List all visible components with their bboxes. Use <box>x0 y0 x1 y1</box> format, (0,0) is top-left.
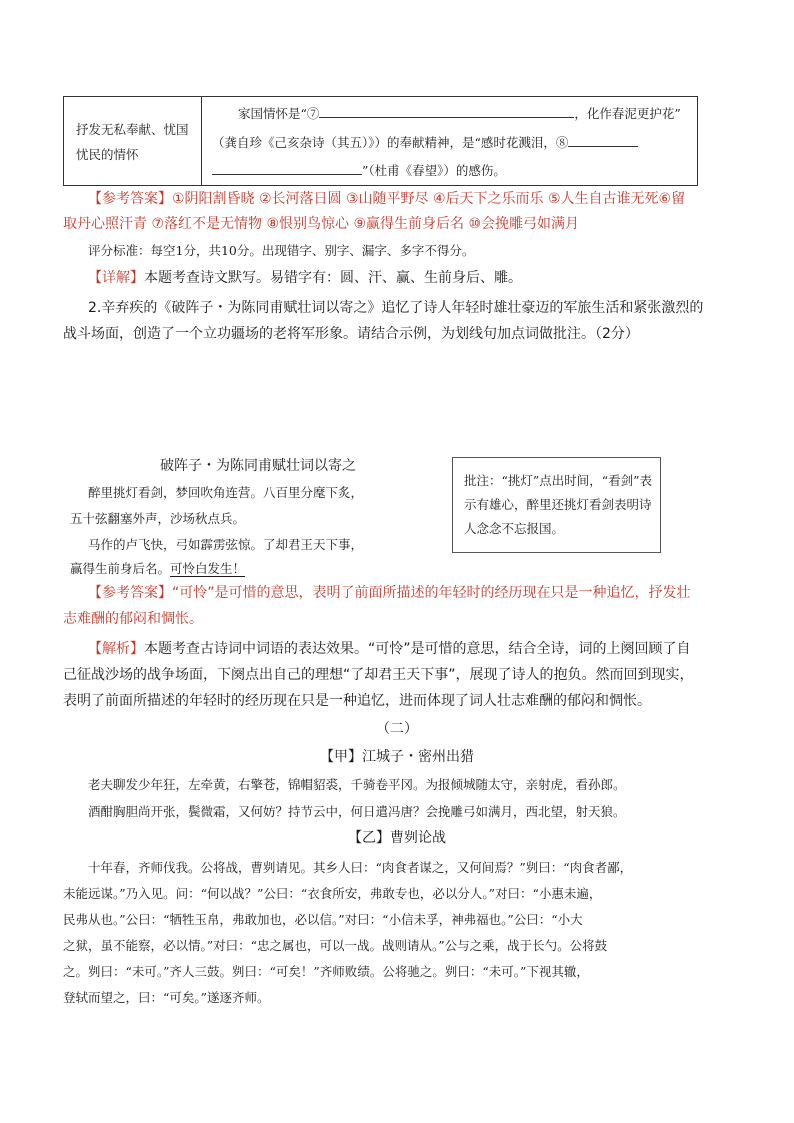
detail1-tag: 【详解】 <box>88 270 144 286</box>
question2-line2: 战斗场面，创造了一个立功疆场的老将军形象。请结合示例，为划线句加点词做批注。（2分） <box>63 326 639 342</box>
table-row1-suffix: ，化作春泥更护花” <box>574 106 681 121</box>
blank-7 <box>319 103 574 118</box>
detail1-text: 本题考查诗文默写。易错字有：圆、汗、赢、生前身后、雕。 <box>144 270 522 286</box>
jia-line1: 老夫聊发少年狂，左牵黄，右擎苍，锦帽貂裘，千骑卷平冈。为报倾城随太守，亲射虎，看孙郎。 <box>88 777 626 792</box>
yi-line2: 未能远谋。”乃入见。问：“何以战？”公曰：“衣食所安，弗敢专也，必以分人。”对曰：“小惠未遍， <box>63 886 602 901</box>
table-right-cell <box>202 97 697 185</box>
section-heading: （二） <box>376 721 418 737</box>
question2-line1: 2.辛弃疾的《破阵子・为陈同甫赋壮词以寄之》追忆了诗人年轻时雄壮豪迈的军旅生活和紧张激烈的 <box>88 300 704 316</box>
annotation-box <box>452 457 661 553</box>
answer2-tag: 【参考答案】 <box>88 585 172 601</box>
yi-line6: 登轼而望之，曰：“可矣。”遂逐齐师。 <box>63 990 270 1005</box>
poem-line1: 醉里挑灯看剑，梦回吹角连营。八百里分麾下炙， <box>88 485 364 500</box>
table-left-cell <box>64 97 202 185</box>
table-row3-suffix: ”（杜甫《春望》）的感伤。 <box>362 163 506 178</box>
answer1-tag: 【参考答案】 <box>88 191 172 207</box>
poem-line4-prefix: 赢得生前身后名。 <box>70 561 171 576</box>
detail1 <box>88 265 522 291</box>
yi-line3: 民弗从也。”公曰：“牺牲玉帛，弗敢加也，必以信。”对曰：“小信未孚，神弗福也。”公曰：“小大 <box>63 912 583 927</box>
answer1-line1 <box>88 186 685 212</box>
answer2-text1: “可怜”是可惜的意思，表明了前面所描述的年轻时的经历现在只是一种追忆，抒发壮 <box>172 585 691 601</box>
blank-8a <box>568 132 638 147</box>
answer2-line2: 志难酬的郁闷和惆怅。 <box>63 611 203 627</box>
yi-line5: 之。刿曰：“未可。”齐人三鼓。刿曰：“可矣！”齐师败绩。公将驰之。刿曰：“未可。”下视其辙， <box>63 964 589 979</box>
table-row-3 <box>212 160 506 179</box>
yi-line4: 之狱，虽不能察，必以情。”对曰：“忠之属也，可以一战。战则请从。”公与之乘，战于长勺。公将鼓 <box>63 938 608 953</box>
poem-title: 破阵子・为陈同甫赋壮词以寄之 <box>160 458 356 474</box>
scoring-note: 评分标准：每空1分，共10分。出现错字、别字、漏字、多字不得分。 <box>88 243 475 258</box>
analysis2-line2: 己征战沙场的战争场面，下阕点出自己的理想“了却君王天下事”，展现了诗人的抱负。然而回到现实， <box>63 667 694 683</box>
answer2-line1 <box>88 580 691 606</box>
poem-underlined-sentence: 可怜白发生！ <box>170 561 246 576</box>
jia-title: 【甲】江城子・密州出猎 <box>320 749 474 765</box>
table-row-1 <box>238 103 681 122</box>
analysis2-line3: 表明了前面所描述的年轻时的经历现在只是一种追忆，进而体现了词人壮志难酬的郁闷和惆怅。 <box>63 693 651 709</box>
answer1-line2: 取丹心照汗青 ⑦落红不是无情物 ⑧恨别鸟惊心 ⑨赢得生前身后名 ⑩会挽雕弓如满月 <box>63 216 580 232</box>
poem-line4 <box>70 557 245 581</box>
jia-line2: 酒酣胸胆尚开张，鬓微霜，又何妨？持节云中，何日遣冯唐？会挽雕弓如满月，西北望，射天狼。 <box>88 804 626 819</box>
poem-line2: 五十弦翻塞外声，沙场秋点兵。 <box>70 511 246 526</box>
answer1-text1: ①阴阳割昏晓 ②长河落日圆 ③山随平野尽 ④后天下之乐而乐 ⑤人生自古谁无死⑥留 <box>172 191 686 207</box>
table-row2-text: （龚自珍《己亥杂诗（其五）》）的奉献精神，是“感时花溅泪，⑧ <box>212 135 569 150</box>
poem-line3: 马作的卢飞快，弓如霹雳弦惊。了却君王天下事， <box>88 537 364 552</box>
analysis2-text1: 本题考查古诗词中词语的表达效果。“可怜”是可惜的意思，结合全诗，词的上阕回顾了自 <box>144 641 691 657</box>
analysis2-line1 <box>88 636 691 662</box>
table-left-text: 抒发无私奉献、忧国忧民的情怀 <box>76 122 189 162</box>
analysis2-tag: 【解析】 <box>88 641 144 657</box>
table-row-2 <box>212 132 638 151</box>
blank-8b <box>212 160 362 175</box>
yi-title: 【乙】曹刿论战 <box>348 830 446 846</box>
table-row1-prefix: 家国情怀是“⑦ <box>238 106 320 121</box>
annotation-text: 批注：“挑灯”点出时间，“看剑”表示有雄心，醉里还挑灯看剑表明诗人念念不忘报国。 <box>464 473 653 536</box>
yi-line1: 十年春，齐师伐我。公将战，曹刿请见。其乡人曰：“肉食者谋之，又何间焉？”刿曰：“肉食者鄙， <box>88 860 633 875</box>
fill-in-table <box>63 96 698 186</box>
